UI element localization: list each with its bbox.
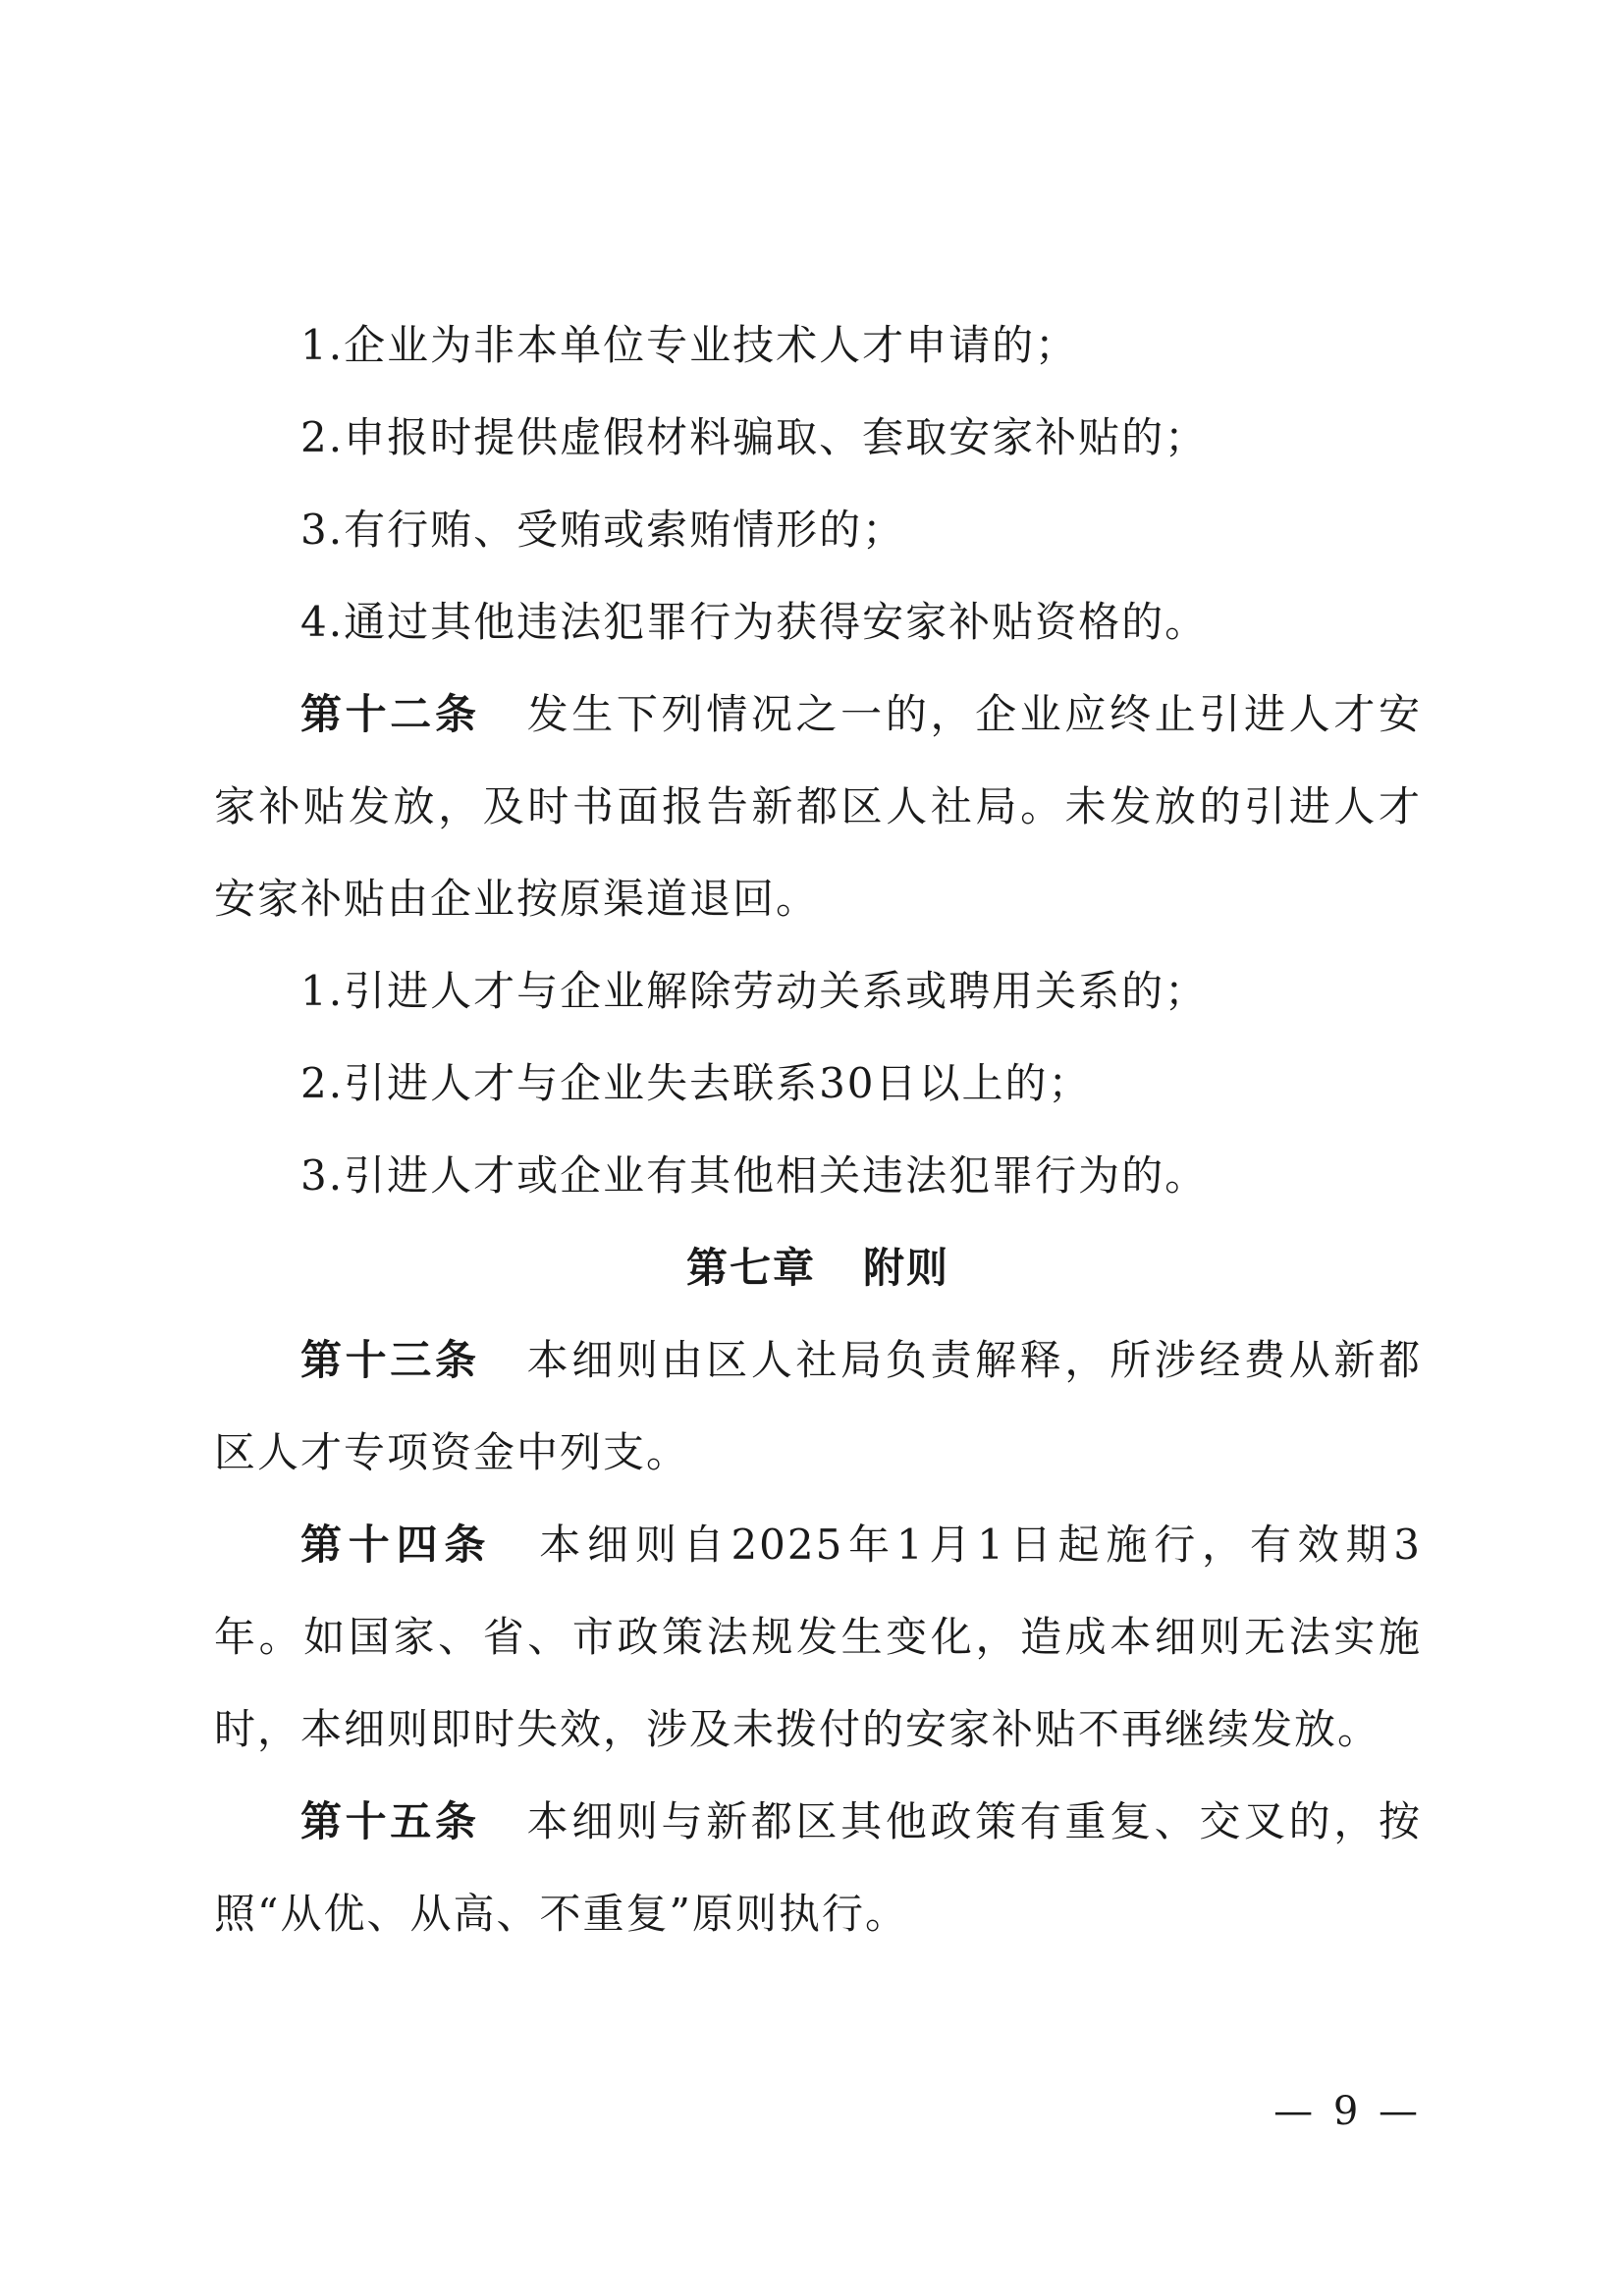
article-13-line-1: [214, 1314, 1422, 1407]
list-item: 2.申报时提供虚假材料骗取、套取安家补贴的；: [300, 413, 1209, 461]
article-14-heading: 第十四条: [300, 1521, 493, 1569]
list-item: 1.引进人才与企业解除劳动关系或聘用关系的；: [300, 967, 1209, 1015]
chapter-title: 附则: [863, 1244, 950, 1292]
article-14-line-2: 年。如国家、省、市政策法规发生变化，造成本细则无法实施: [214, 1613, 1422, 1661]
article-14-line-1: [214, 1499, 1422, 1591]
article-14-line-3: 时，本细则即时失效，涉及未拨付的安家补贴不再继续发放。: [214, 1705, 1381, 1753]
list-item: 2.引进人才与企业失去联系30日以上的；: [300, 1059, 1092, 1107]
page-number: — 9 —: [1273, 2089, 1422, 2134]
chapter-heading: [214, 1222, 1422, 1314]
list-item: 4.通过其他违法犯罪行为获得安家补贴资格的。: [300, 598, 1209, 646]
article-12-heading: 第十二条: [300, 690, 480, 738]
document-body: [214, 299, 1422, 1960]
article-15-line-1: [214, 1776, 1422, 1868]
list-item: 1.企业为非本单位专业技术人才申请的；: [300, 321, 1079, 369]
article-13-text: 本细则由区人社局负责解释，所涉经费从新都: [526, 1336, 1422, 1384]
article-15-heading: 第十五条: [300, 1797, 480, 1845]
article-15-text: 本细则与新都区其他政策有重复、交叉的，按: [526, 1797, 1422, 1845]
article-13-heading: 第十三条: [300, 1336, 480, 1384]
article-15-line-2: 照“从优、从高、不重复”原则执行。: [214, 1890, 908, 1938]
article-12-text: 发生下列情况之一的，企业应终止引进人才安: [526, 690, 1422, 738]
chapter-number: 第七章: [685, 1244, 816, 1292]
article-12-line-1: [214, 668, 1422, 761]
article-12-line-3: 安家补贴由企业按原渠道退回。: [214, 875, 820, 923]
article-12-line-2: 家补贴发放，及时书面报告新都区人社局。未发放的引进人才: [214, 782, 1422, 830]
list-item: 3.引进人才或企业有其他相关违法犯罪行为的。: [300, 1151, 1209, 1200]
article-14-text: 本细则自2025年1月1日起施行，有效期3: [539, 1521, 1422, 1569]
list-item: 3.有行贿、受贿或索贿情形的；: [300, 506, 906, 554]
article-13-line-2: 区人才专项资金中列支。: [214, 1428, 690, 1476]
